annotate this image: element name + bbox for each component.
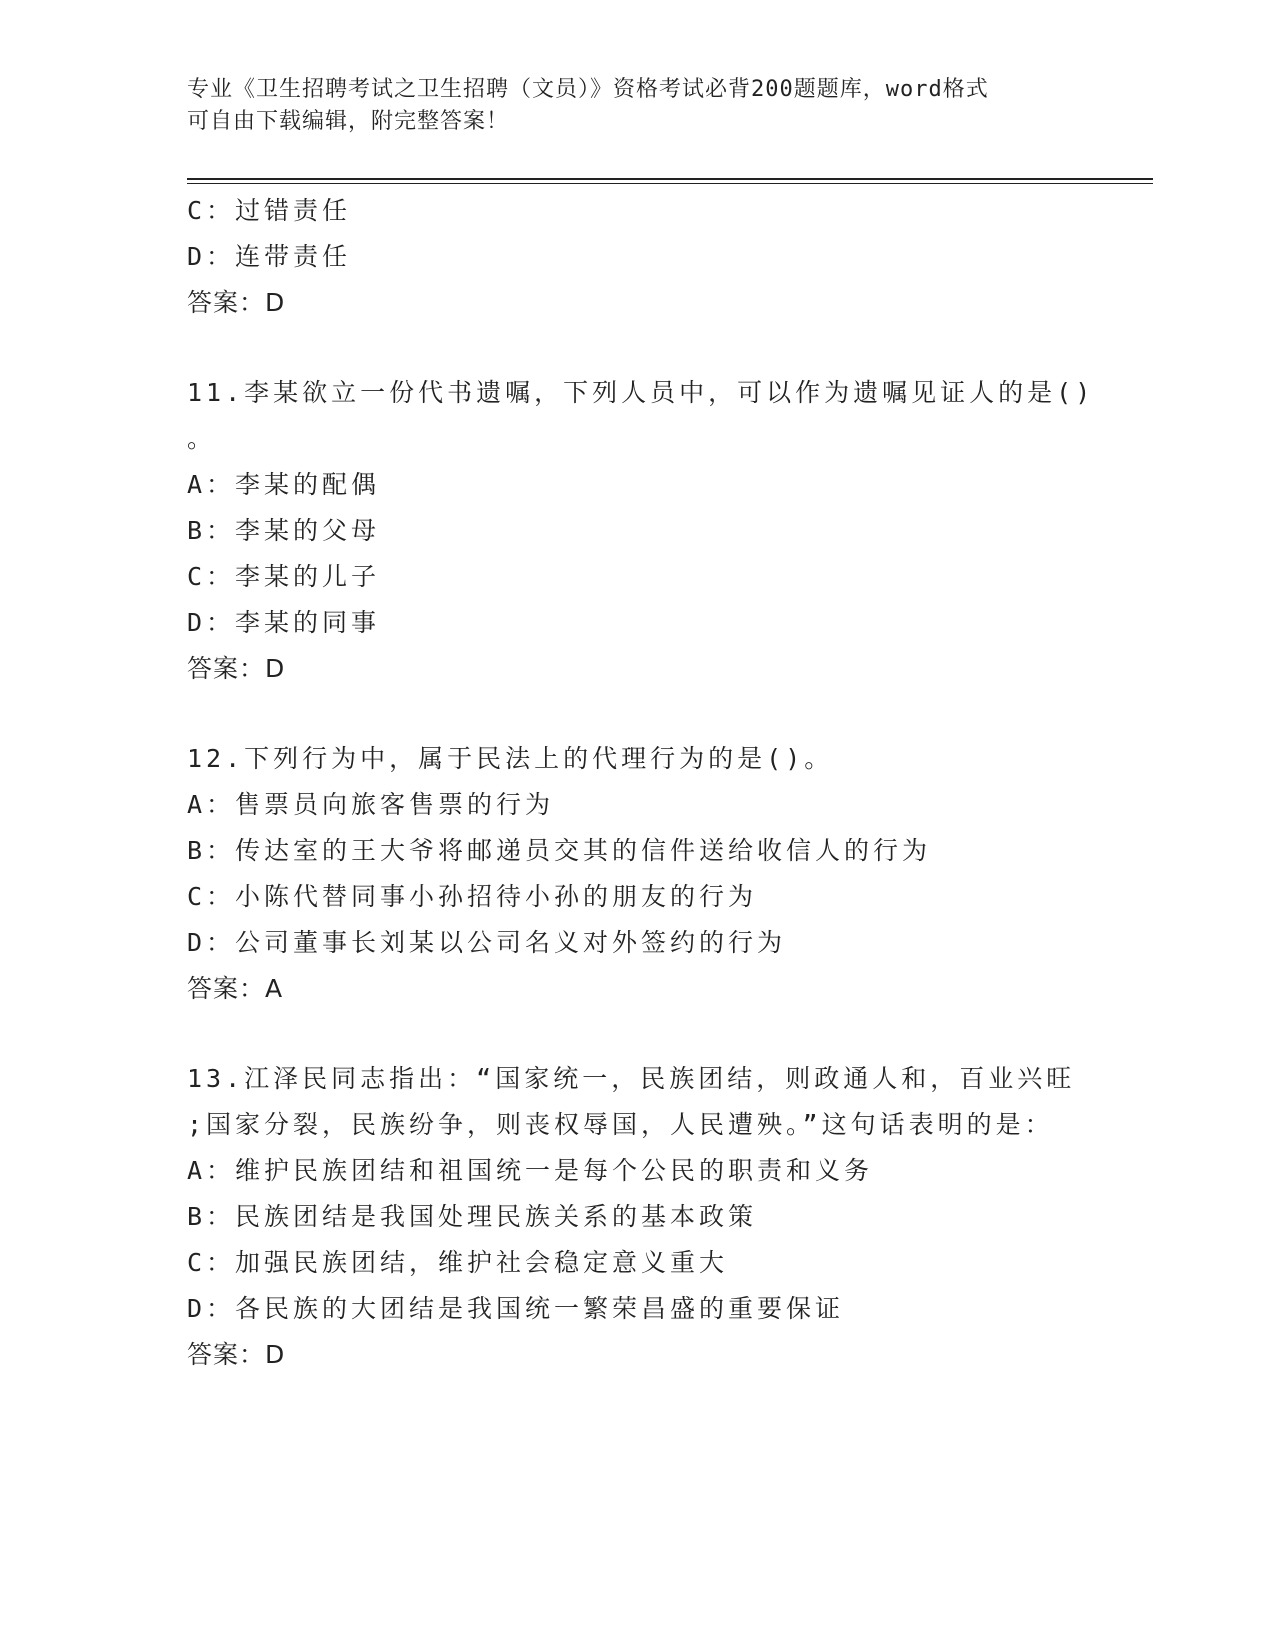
option-c: C：小陈代替同事小孙招待小孙的朋友的行为 [187, 882, 758, 911]
question-stem-continuation: ;国家分裂，民族纷争，则丧权辱国，人民遭殃。”这句话表明的是： [187, 1110, 1054, 1139]
option-c: C：加强民族团结，维护社会稳定意义重大 [187, 1248, 729, 1277]
header-divider-thin [187, 183, 1153, 184]
header-title-line-2: 可自由下载编辑，附完整答案！ [187, 109, 510, 134]
option-b: B：民族团结是我国处理民族关系的基本政策 [187, 1202, 758, 1231]
option-a: A：售票员向旅客售票的行为 [187, 790, 555, 819]
question-stem-continuation: 。 [187, 424, 217, 453]
option-c: C：李某的儿子 [187, 562, 381, 591]
answer-line: 答案：D [187, 1340, 286, 1369]
option-d: D：连带责任 [187, 242, 352, 271]
question-stem: 11.李某欲立一份代书遗嘱，下列人员中，可以作为遗嘱见证人的是() [187, 378, 1095, 407]
answer-line: 答案：D [187, 654, 286, 683]
option-a: A：李某的配偶 [187, 470, 381, 499]
option-b: B：李某的父母 [187, 516, 381, 545]
question-stem: 13.江泽民同志指出：“国家统一，民族团结，则政通人和，百业兴旺 [187, 1064, 1076, 1093]
document-body [187, 188, 1095, 1378]
page-header [187, 74, 1087, 138]
question-12 [187, 736, 1087, 1012]
header-title-line-1: 专业《卫生招聘考试之卫生招聘（文员）》资格考试必背200题题库，word格式 [187, 77, 989, 102]
previous-question-tail [187, 188, 1087, 326]
option-a: A：维护民族团结和祖国统一是每个公民的职责和义务 [187, 1156, 874, 1185]
option-d: D：公司董事长刘某以公司名义对外签约的行为 [187, 928, 787, 957]
question-13 [187, 1056, 1087, 1378]
header-divider-thick [187, 178, 1153, 180]
answer-line: 答案：D [187, 288, 286, 317]
question-stem: 12.下列行为中，属于民法上的代理行为的是()。 [187, 744, 834, 773]
answer-line: 答案：A [187, 974, 284, 1003]
option-d: D：李某的同事 [187, 608, 381, 637]
option-d: D：各民族的大团结是我国统一繁荣昌盛的重要保证 [187, 1294, 845, 1323]
question-11 [187, 370, 1095, 692]
option-c: C：过错责任 [187, 196, 352, 225]
option-b: B：传达室的王大爷将邮递员交其的信件送给收信人的行为 [187, 836, 932, 865]
